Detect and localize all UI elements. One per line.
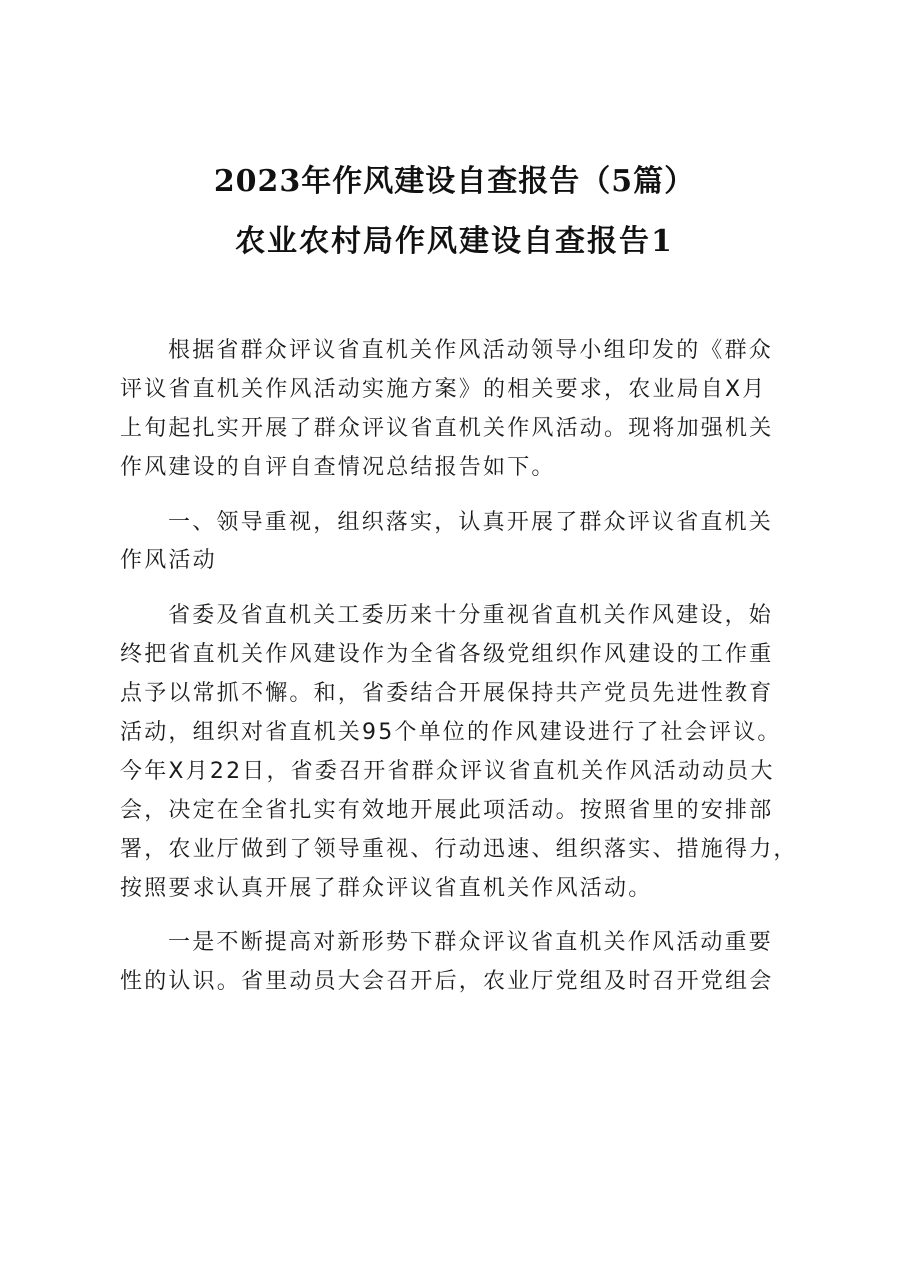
- document-subtitle: 农业农村局作风建设自查报告1: [235, 224, 674, 259]
- text-line: 一是不断提高对新形势下群众评议省直机关作风活动重要: [168, 930, 774, 956]
- text-line: 性的认识。省里动员大会召开后，农业厅党组及时召开党组会: [120, 969, 774, 995]
- text-line: 按照要求认真开展了群众评议省直机关作风活动。: [120, 875, 653, 901]
- text-line: 一、领导重视，组织落实，认真开展了群众评议省直机关: [168, 509, 774, 535]
- text-line: 作风活动: [120, 548, 217, 574]
- text-line: 根据省群众评议省直机关作风活动领导小组印发的《群众: [168, 338, 774, 363]
- paragraph: [120, 504, 796, 582]
- text-line: 点予以常抓不懈。和，省委结合开展保持共产党员先进性教育: [120, 681, 774, 707]
- paragraph: [120, 924, 796, 1002]
- document-title: 2023年作风建设自查报告（5篇）: [213, 164, 696, 199]
- text-line: 评议省直机关作风活动实施方案》的相关要求，农业局自X月: [120, 376, 767, 402]
- paragraph-spacer: [120, 581, 796, 597]
- paragraph: [120, 597, 796, 908]
- text-line: 会，决定在全省扎实有效地开展此项活动。按照省里的安排部: [120, 797, 774, 823]
- text-line: 上旬起扎实开展了群众评议省直机关作风活动。现将加强机关: [120, 415, 774, 441]
- text-line: 终把省直机关作风建设作为全省各级党组织作风建设的工作重: [120, 642, 774, 668]
- paragraph-spacer: [120, 488, 796, 504]
- text-line: 今年X月22日，省委召开省群众评议省直机关作风活动动员大: [120, 758, 775, 784]
- paragraph-spacer: [120, 908, 796, 924]
- text-line: 活动，组织对省直机关95个单位的作风建设进行了社会评议。: [120, 720, 782, 746]
- text-line: 省委及省直机关工委历来十分重视省直机关作风建设，始: [168, 603, 774, 629]
- text-line: 署，农业厅做到了领导重视、行动迅速、组织落实、措施得力，: [120, 836, 798, 862]
- paragraph: [120, 332, 796, 488]
- text-line: 作风建设的自评自查情况总结报告如下。: [120, 454, 556, 480]
- document-body: [120, 332, 796, 1002]
